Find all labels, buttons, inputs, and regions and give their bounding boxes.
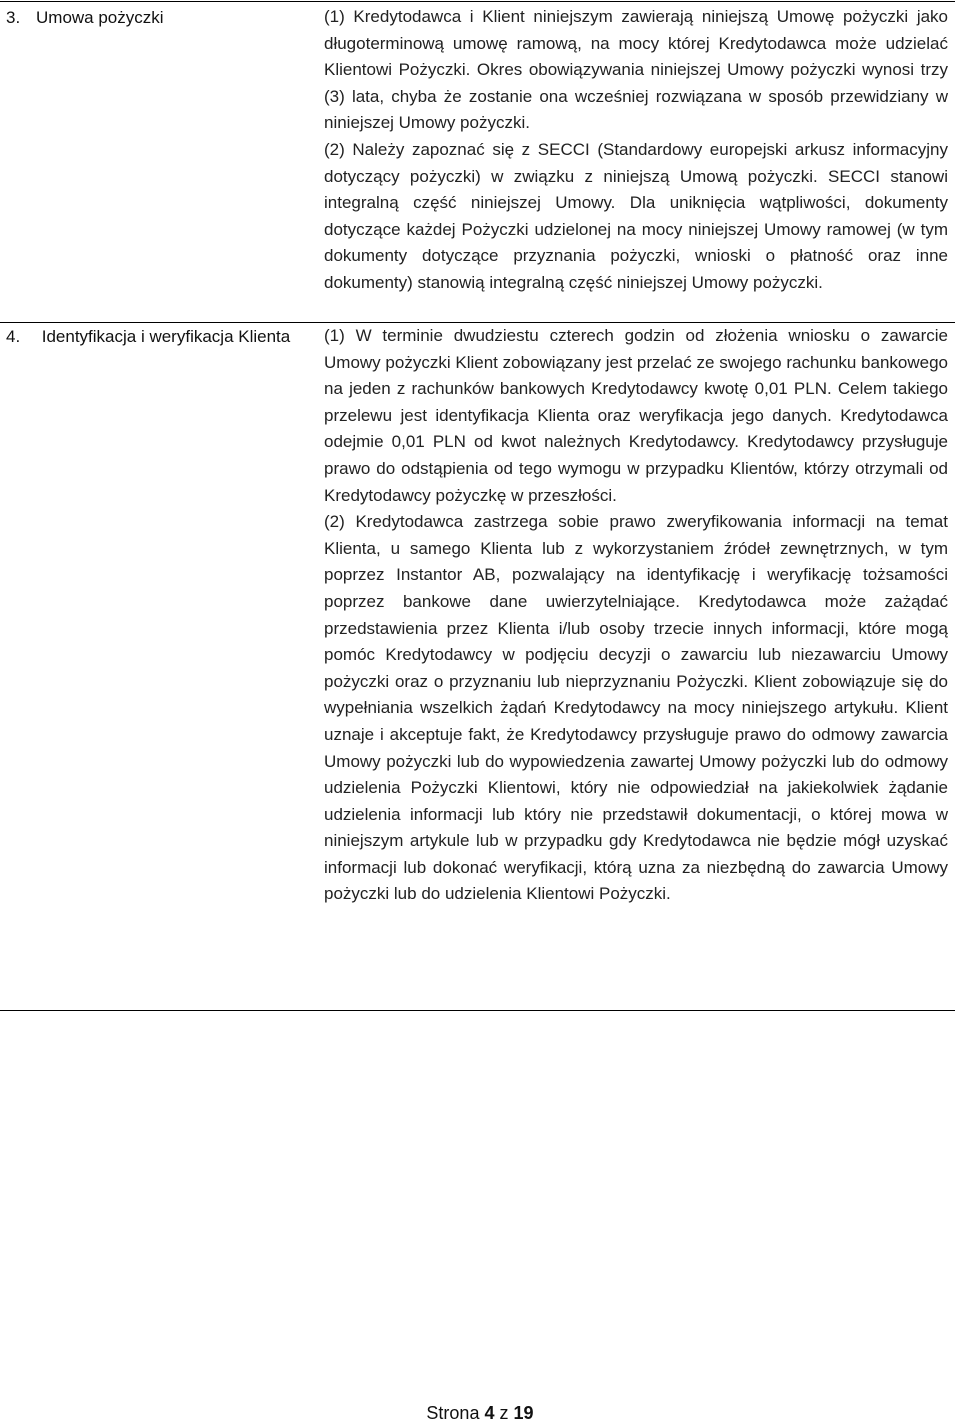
table-bottom-border xyxy=(0,1010,955,1011)
footer-separator: z xyxy=(499,1403,509,1423)
footer-total-pages: 19 xyxy=(513,1403,534,1423)
table-top-border xyxy=(0,1,955,2)
section-3-paragraph-2: (2) Należy zapoznać się z SECCI (Standardowy europejski arkusz informacyjny dotyczący pożyczki) w związku z niniejszą Umową pożyczki. SECCI stanowi integralną część niniejszej Umowy. Dla uniknięcia wątpliwości, dokumenty dotyczące każdej Pożyczki udzielonej na mocy niniejszej Umowy ramowej (w tym dokumenty dotyczące przyznania pożyczki, wnioski o płatność oraz inne dokumenty) stanowią integralną część niniejszej Umowy pożyczki. xyxy=(324,139,948,292)
section-4-paragraph-2: (2) Kredytodawca zastrzega sobie prawo zweryfikowania informacji na temat Klienta, u samego Klienta lub z wykorzystaniem źródeł zewnętrznych, w tym poprzez Instantor AB, pozwalający na identyfikację i weryfikację tożsamości poprzez bankowe dane uwierzytelniające. Kredytodawca może zażądać przedstawienia przez Klienta i/lub osoby trzecie innych informacji, które mogą pomóc Kredytodawcy w podjęciu decyzji o zawarciu lub niezawarciu Umowy pożyczki oraz o przyznaniu lub nieprzyznaniu Pożyczki. Klient zobowiązuje się do wypełniania wszelkich żądań Kredytodawcy na mocy niniejszego artykułu. Klient uznaje i akceptuje fakt, że Kredytodawcy przysługuje prawo do odmowy zawarcia Umowy pożyczki lub do wypowiedzenia zawartej Umowy pożyczki lub do odmowy udzielenia Pożyczki Klientowi, który nie odpowiedział na jakiekolwiek żądanie udzielenia informacji lub który nie przedstawił dokumentacji, o której mowa w niniejszym artykule lub w przypadku gdy Kredytodawca nie będzie mógł uzyskać informacji lub dokonać weryfikacji, którą uzna za niezbędną do zawarcia Umowy pożyczki lub do udzielenia Klientowi Pożyczki. xyxy=(324,512,948,904)
section-3-paragraph-1: (1) Kredytodawca i Klient niniejszym zawierają niniejszą Umowę pożyczki jako długoterminową umowę ramową, na mocy której Kredytodawca może udzielać Klientowi Pożyczki. Okres obowiązywania niniejszej Umowy pożyczki wynosi trzy (3) lata, chyba że zostanie ona wcześniej rozwiązana w sposób przewidziany w niniejszej Umowy pożyczki. xyxy=(324,7,948,133)
section-3-title: Umowa pożyczki xyxy=(36,8,164,27)
section-4-heading xyxy=(6,324,296,350)
section-3-number: 3. xyxy=(6,8,21,27)
section-4-number: 4. xyxy=(6,327,21,346)
footer-prefix: Strona xyxy=(426,1403,480,1423)
page-footer xyxy=(0,1401,960,1425)
section-4-title: Identyfikacja i weryfikacja Klienta xyxy=(41,327,291,346)
section-4-body xyxy=(324,323,948,908)
section-3-heading xyxy=(6,5,296,31)
section-3-body xyxy=(324,4,948,297)
footer-current-page: 4 xyxy=(484,1403,495,1423)
section-4-paragraph-1: (1) W terminie dwudziestu czterech godzin od złożenia wniosku o zawarcie Umowy pożyczki Klient zobowiązany jest przelać ze swojego rachunku bankowego na jeden z rachunków bankowych Kredytodawcy kwotę 0,01 PLN. Celem takiego przelewu jest identyfikacja Klienta oraz weryfikacja jego danych. Kredytodawca odejmie 0,01 PLN od kwot należnych Kredytodawcy. Kredytodawcy przysługuje prawo do odstąpienia od tego wymogu w przypadku Klientów, którzy otrzymali od Kredytodawcy pożyczkę w przeszłości. xyxy=(324,326,948,505)
